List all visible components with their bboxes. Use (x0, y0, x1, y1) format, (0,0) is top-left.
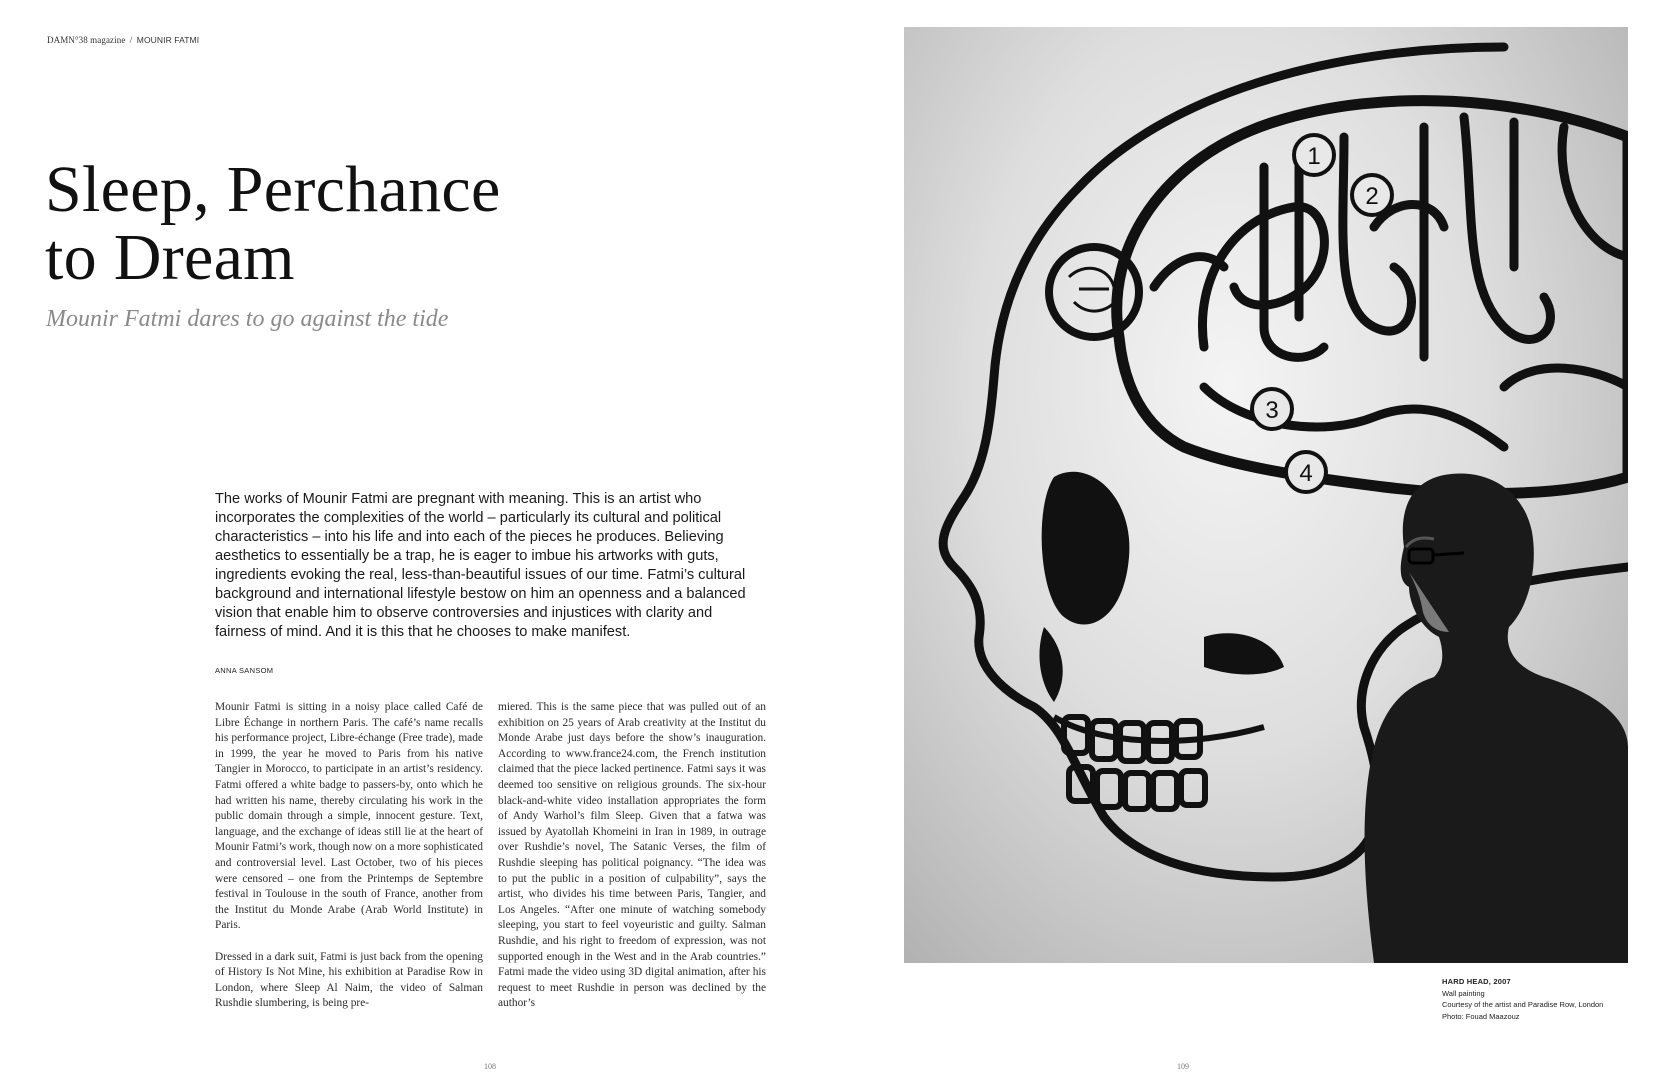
running-head-artist: MOUNIR FATMI (136, 35, 200, 45)
lead-paragraph: The works of Mounir Fatmi are pregnant with meaning. This is an artist who incorporates the complexities of the world – particularly its cultural and political characteristics – into his life and into each of the pieces he produces. Believing aesthetics to essentially be a trap, he is eager to imbue his artworks with guts, ingredients evoking the real, less-than-beautiful issues of our time. Fatmi’s cultural background and international lifestyle bestow on him an openness and a balanced vision that enable him to observe controversies and injustices with clarity and fairness of mind. And it is this that he chooses to make manifest. (215, 491, 746, 640)
caption-credit: Photo: Fouad Maazouz (1442, 1011, 1520, 1021)
number-label-1: 1 (1307, 143, 1321, 170)
title-line-2: to Dream (45, 221, 295, 294)
brain-outline (1117, 101, 1628, 494)
person-silhouette (1365, 474, 1628, 963)
body-column-1 (215, 700, 483, 1027)
article-subtitle: Mounir Fatmi dares to go against the tide (46, 306, 449, 332)
number-label-2: 2 (1365, 183, 1379, 210)
body-paragraph: Dressed in a dark suit, Fatmi is just back from the opening of History Is Not Mine, his exhibition at Paradise Row in London, where Sleep Al Naim, the video of Salman Rushdie slumbering, is being pre- (215, 950, 483, 1010)
artwork-photo (904, 27, 1628, 963)
body-paragraph: miered. This is the same piece that was pulled out of an exhibition on 25 years of Arab creativity at the Institut du Monde Arabe just days before the show’s inauguration. According to www.france24.com, the French institution claimed that the piece lacked pertinence. Fatmi says it was deemed too sensitive on religious grounds. The six-hour black-and-white video installation appropriates the form of Andy Warhol’s film Sleep. Given that a fatwa was issued by Ayatollah Khomeini in Iran in 1989, in outrage over Rushdie’s novel, The Satanic Verses, the film of Rushdie sleeping has political poignancy. “The idea was to put the public in a position of culpability”, says the artist, who divides his time between Paris, Tangier, and Los Angeles. “After one minute of watching somebody sleeping, you start to feel voyeuristic and guilty. Salman Rushdie, and his right to freedom of expression, was not supported enough in the West and in the Arab countries.” Fatmi made the video using 3D digital animation, after his request to meet Rushdie in person was declined by the author’s (498, 701, 766, 1010)
title-line-1: Sleep, Perchance (45, 153, 501, 226)
running-head-magazine: DAMN°38 magazine (47, 35, 126, 45)
running-head (47, 35, 199, 45)
body-paragraph: Mounir Fatmi is sitting in a noisy place called Café de Libre Échange in northern Paris. The café’s name recalls his performance project, Libre-échange (Free trade), made in 1999, the year he moved to Paris from his native Tangier in Morocco, to participate in an artist’s residency. Fatmi offered a white badge to passers-by, onto which he had written his name, thereby circulating his work in the public domain through a simple, innocent gesture. Text, language, and the exchange of ideas still lie at the heart of Mounir Fatmi’s work, though now on a more sophisticated and controversial level. Last October, two of his pieces were censored – one from the Printemps de Septembre festival in Toulouse in the south of France, another from the Institut du Monde Arabe (Arab World Institute) in Paris. (215, 701, 483, 932)
article-title (45, 153, 665, 294)
running-head-separator: / (129, 35, 133, 45)
caption-title: HARD HEAD, 2007 (1442, 977, 1511, 986)
number-label-4: 4 (1299, 460, 1313, 487)
calligraphy-strokes (1154, 117, 1628, 447)
eye-socket (1042, 472, 1130, 625)
jaw-hinge (1204, 633, 1284, 674)
photo-caption (1442, 976, 1652, 1022)
skull-wall-painting-illustration (904, 27, 1628, 963)
caption-medium: Wall painting (1442, 988, 1485, 998)
nose-cavity (1039, 627, 1062, 702)
caption-courtesy: Courtesy of the artist and Paradise Row, London (1442, 1000, 1604, 1009)
byline: ANNA SANSOM (215, 666, 274, 675)
teeth (1054, 717, 1264, 809)
body-column-2 (498, 700, 766, 1027)
page-number-left: 108 (484, 1062, 496, 1071)
number-label-3: 3 (1265, 397, 1279, 424)
page-number-right: 109 (1177, 1062, 1189, 1071)
calligraphy-circle (1049, 247, 1139, 337)
right-page (832, 0, 1664, 1089)
